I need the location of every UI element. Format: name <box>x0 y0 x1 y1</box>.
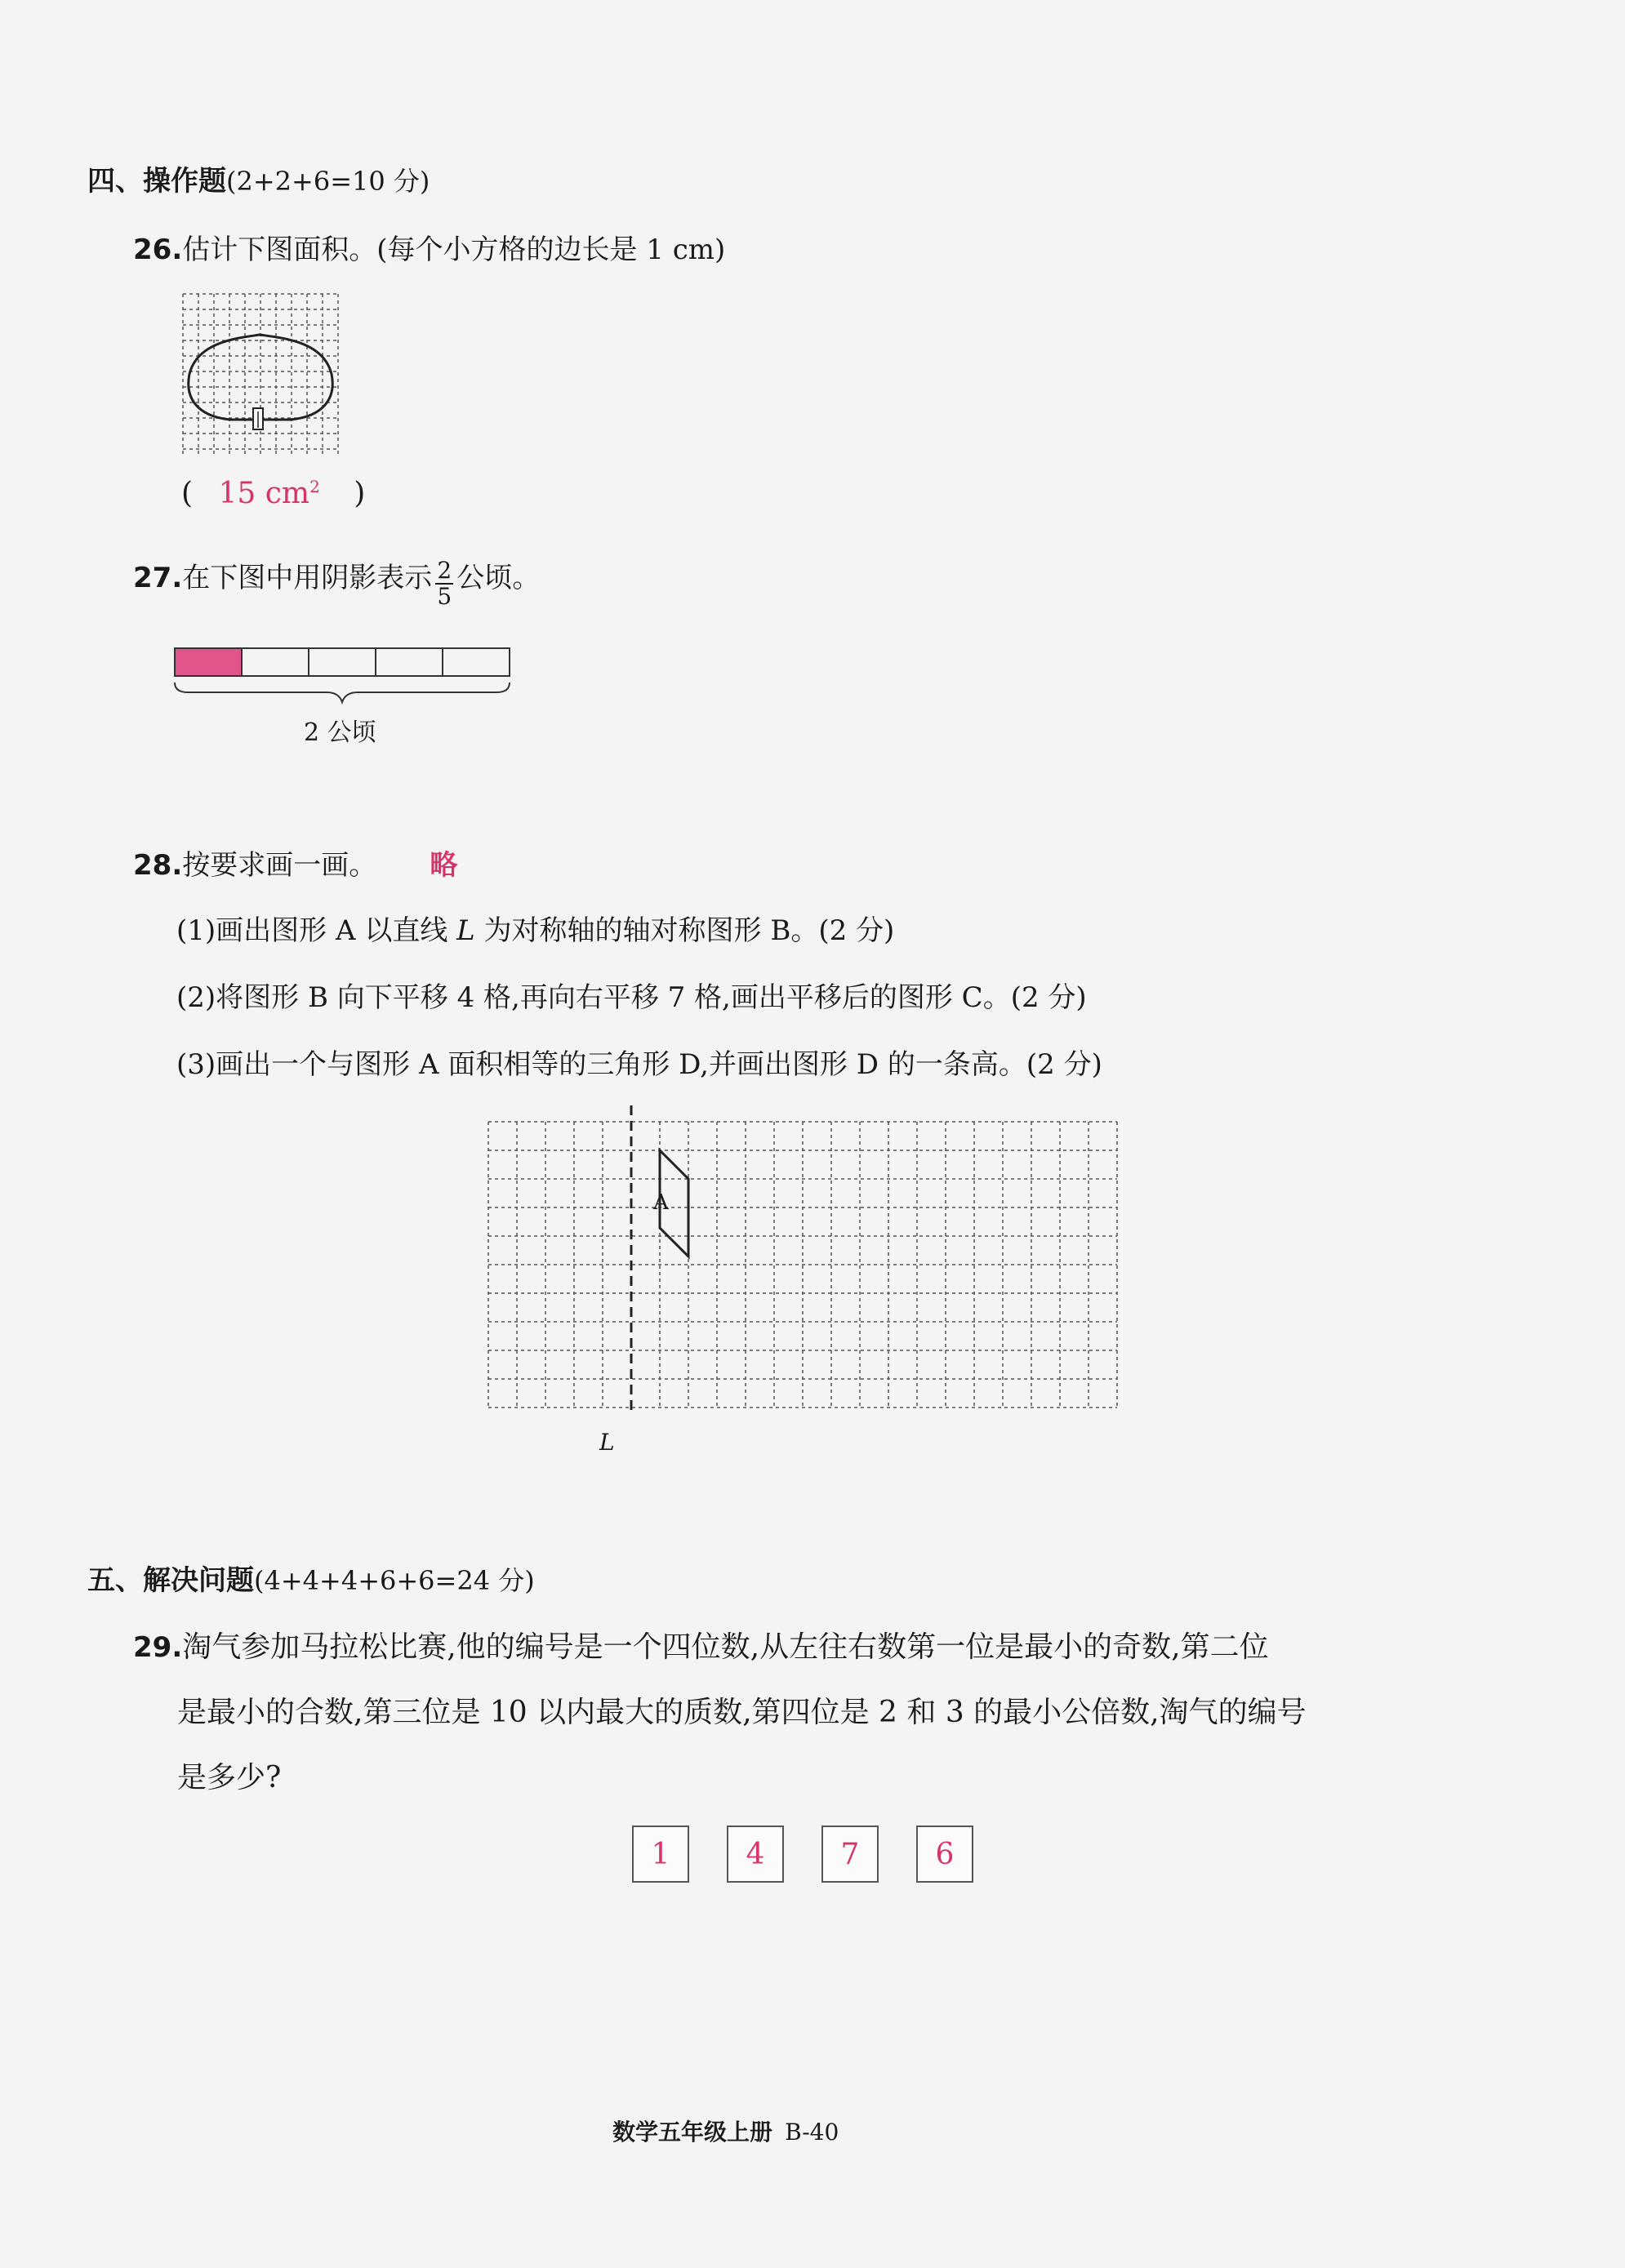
q26-number: 26. <box>133 233 183 266</box>
q29-digit-1: 1 <box>632 1826 689 1883</box>
question-29 <box>133 1615 1472 1811</box>
footer <box>612 2115 839 2147</box>
q26-heart-grid <box>181 292 343 462</box>
q27-text-before: 在下图中用阴影表示 <box>182 562 433 594</box>
q27-frac-num: 2 <box>437 556 452 584</box>
q29-line2: 是最小的合数,第三位是 10 以内最大的质数,第四位是 2 和 3 的最小公倍数,淘气的编号 <box>177 1696 1307 1729</box>
q27-fraction <box>435 558 453 609</box>
axis-L-label: L <box>599 1429 615 1456</box>
section4-score: (2+2+6=10 分) <box>226 166 430 197</box>
q26-answer: 15 cm <box>218 477 310 510</box>
q29-digit-2: 4 <box>727 1826 784 1883</box>
q26-answer-sup: 2 <box>309 477 320 496</box>
q26-answer-close: ) <box>354 477 366 510</box>
q27-brace <box>175 683 510 702</box>
q27-bar-diagram <box>171 645 514 710</box>
q27-number: 27. <box>133 562 183 594</box>
q28-sub1-var: L <box>456 914 475 947</box>
q28-number: 28. <box>133 849 183 882</box>
q28-sub1-text: (1)画出图形 A 以直线 <box>176 914 448 947</box>
section4-header <box>87 158 430 198</box>
footer-page: B-40 <box>785 2119 839 2146</box>
question-27 <box>133 555 540 609</box>
q29-number: 29. <box>133 1631 183 1664</box>
q27-frac-den: 5 <box>437 582 452 610</box>
footer-text: 数学五年级上册 <box>612 2119 773 2146</box>
section5-header <box>87 1558 535 1598</box>
q27-text-after: 公顷。 <box>456 562 541 594</box>
q29-digit-3: 7 <box>821 1826 879 1883</box>
q29-line1 <box>133 1615 1472 1680</box>
q28-sub1-rest: 为对称轴的轴对称图形 B。(2 分) <box>483 914 895 947</box>
q28-text: 按要求画一画。 <box>182 849 377 882</box>
section5-title: 五、解决问题 <box>87 1564 254 1597</box>
q26-text: 估计下图面积。(每个小方格的边长是 1 cm) <box>182 233 726 266</box>
q28-answer: 略 <box>430 849 458 882</box>
q28-grid <box>482 1102 1127 1453</box>
shape-A-label: A <box>653 1190 669 1215</box>
q29-line3: 是多少? <box>177 1761 282 1794</box>
section5-score: (4+4+4+6+6=24 分) <box>254 1565 535 1596</box>
question-26 <box>133 227 725 267</box>
q26-answer-open: ( <box>181 477 194 510</box>
q26-answer-line <box>181 477 365 510</box>
q27-brace-label: 2 公顷 <box>304 718 376 747</box>
q28-sub3: (3)画出一个与图形 A 面积相等的三角形 D,并画出图形 D 的一条高。(2 分) <box>176 1048 1102 1081</box>
q28-sub1 <box>176 908 894 948</box>
q27-shaded-segment <box>175 648 242 676</box>
section4-title: 四、操作题 <box>87 165 226 198</box>
q28-sub2: (2)将图形 B 向下平移 4 格,再向右平移 7 格,画出平移后的图形 C。(2 分) <box>176 981 1087 1014</box>
question-28 <box>133 843 457 883</box>
q29-digit-4: 6 <box>916 1826 973 1883</box>
q29-line1-text: 淘气参加马拉松比赛,他的编号是一个四位数,从左往右数第一位是最小的奇数,第二位 <box>182 1630 1269 1664</box>
